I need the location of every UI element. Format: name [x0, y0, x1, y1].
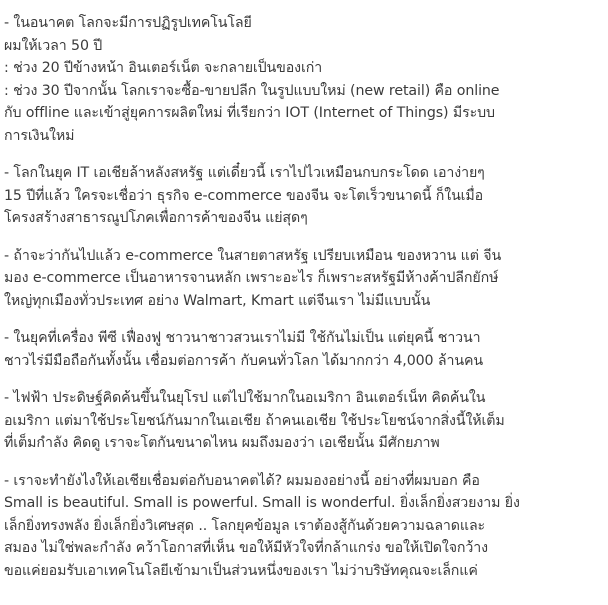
- paragraph-pc-era: [4, 327, 604, 372]
- text-line: - เราจะทำยังไงให้เอเชียเชื่อมต่อกับอนาคตได้? ผมมองอย่างนี้ อย่างที่ผมบอก คือ: [4, 472, 480, 489]
- text-line: ใหญ่ทุกเมืองทั่วประเทศ อย่าง Walmart, Kmart แต่จีนเรา ไม่มีแบบนั้น: [4, 292, 431, 309]
- paragraph-ecommerce: [4, 245, 604, 313]
- text-line: การเงินใหม่: [4, 127, 75, 144]
- text-line: - ในอนาคต โลกจะมีการปฏิรูปเทคโนโลยี: [4, 15, 252, 31]
- text-line: - โลกในยุค IT เอเชียล้าหลังสหรัฐ แต่เดี๋ยวนี้ เราไปไวเหมือนกบกระโดด เอาง่ายๆ: [4, 165, 485, 181]
- paragraph-it-asia: [4, 162, 604, 230]
- paragraph-small-is-beautiful: [4, 470, 604, 583]
- text-line: โครงสร้างสาธารณูปโภคเพื่อการค้าของจีน แย่สุดๆ: [4, 210, 308, 226]
- text-line: เล็กยิ่งทรงพลัง ยิ่งเล็กยิ่งวิเศษสุด .. โลกยุคข้อมูล เราต้องสู้กันด้วยความฉลาดและ: [4, 517, 486, 534]
- text-line: สมอง ไม่ใช่พละกำลัง คว้าโอกาสที่เห็น ขอให้มีหัวใจที่กล้าแกร่ง ขอให้เปิดใจกว้าง: [4, 540, 488, 556]
- paragraph-future-tech: [4, 12, 604, 147]
- text-line: อเมริกา แต่มาใช้ประโยชน์กันมากในเอเชีย ถ้าคนเอเชีย ใช้ประโยชน์จากสิ่งนี้ให้เต็ม: [4, 412, 505, 429]
- text-line: Small is beautiful. Small is powerful. Small is wonderful. ยิ่งเล็กยิ่งสวยงาม ยิ่ง: [4, 495, 520, 511]
- text-line: - ในยุคที่เครื่อง พีซี เฟื่องฟู ชาวนาชาวสวนเราไม่มี ใช้กันไม่เป็น แต่ยุคนี้ ชาวนา: [4, 330, 481, 346]
- text-line: - ไฟฟ้า ประดิษฐ์คิดค้นขึ้นในยุโรป แต่ไปใช้มากในอเมริกา อินเตอร์เน็ท คิดค้นใน: [4, 390, 486, 406]
- text-line: - ถ้าจะว่ากันไปแล้ว e-commerce ในสายตาสหรัฐ เปรียบเหมือน ของหวาน แต่ จีน: [4, 247, 502, 264]
- paragraph-electricity: [4, 387, 604, 455]
- article-body: [4, 12, 604, 597]
- text-line: 15 ปีที่แล้ว ใครจะเชื่อว่า ธุรกิจ e-commerce ของจีน จะโตเร็วขนาดนี้ ก็ในเมื่อ: [4, 187, 484, 204]
- text-line: ที่เต็มกำลัง คิดดู เราจะโตกันขนาดไหน ผมถึงมองว่า เอเชียนั้น มีศักยภาพ: [4, 435, 440, 451]
- text-line: ขอแค่ยอมรับเอาเทคโนโลยีเข้ามาเป็นส่วนหนึ่งของเรา ไม่ว่าบริษัทคุณจะเล็กแค่: [4, 562, 478, 579]
- text-line: มอง e-commerce เป็นอาหารจานหลัก เพราะอะไร ก็เพราะสหรัฐมีห้างค้าปลีกยักษ์: [4, 270, 499, 286]
- text-line: กับ offline และเข้าสู่ยุคการผลิตใหม่ ที่เรียกว่า IOT (Internet of Things) มีระบบ: [4, 105, 495, 121]
- text-line: ชาวไร่มีมือถือกันทั้งนั้น เชื่อมต่อการค้า กับคนทั่วโลก ได้มากกว่า 4,000 ล้านคน: [4, 352, 483, 369]
- text-line: : ช่วง 20 ปีข้างหน้า อินเตอร์เน็ต จะกลายเป็นของเก่า: [4, 60, 323, 76]
- text-line: ผมให้เวลา 50 ปี: [4, 37, 103, 54]
- text-line: : ช่วง 30 ปีจากนั้น โลกเราจะซื้อ-ขายปลีก ในรูปแบบใหม่ (new retail) คือ online: [4, 82, 500, 99]
